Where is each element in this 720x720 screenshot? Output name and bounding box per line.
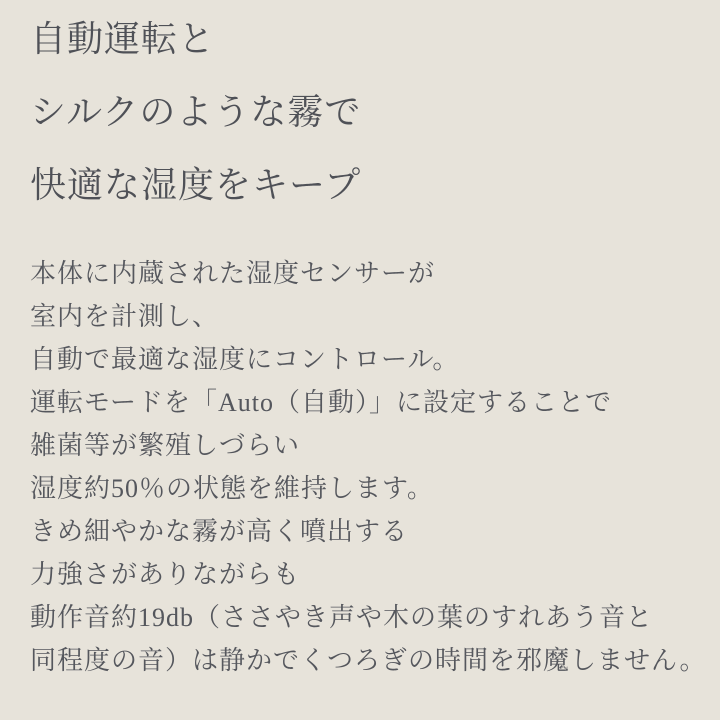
description-line-10: 同程度の音）は静かでくつろぎの時間を邪魔しません。 [30,646,707,675]
description-line-9: 動作音約19db（ささやき声や木の葉のすれあう音と [30,603,654,632]
description-line-4: 運転モードを「Auto（自動）」に設定することで [30,388,612,417]
description-line-3: 自動で最適な湿度にコントロール。 [30,345,460,374]
description-line-2: 室内を計測し、 [30,302,220,331]
description-line-5: 雑菌等が繁殖しづらい [30,431,301,460]
description [30,252,705,682]
description-line-1: 本体に内蔵された湿度センサーが [30,259,436,288]
headline-line-1: 自動運転と [30,19,216,59]
headline-line-2: シルクのような霧で [30,92,362,132]
headline-line-3: 快適な湿度をキープ [30,165,362,205]
description-line-6: 湿度約50％の状態を維持します。 [30,474,434,503]
description-line-7: きめ細やかな霧が高く噴出する [30,517,409,546]
description-line-8: 力強さがありながらも [30,560,301,589]
headline [30,3,705,222]
